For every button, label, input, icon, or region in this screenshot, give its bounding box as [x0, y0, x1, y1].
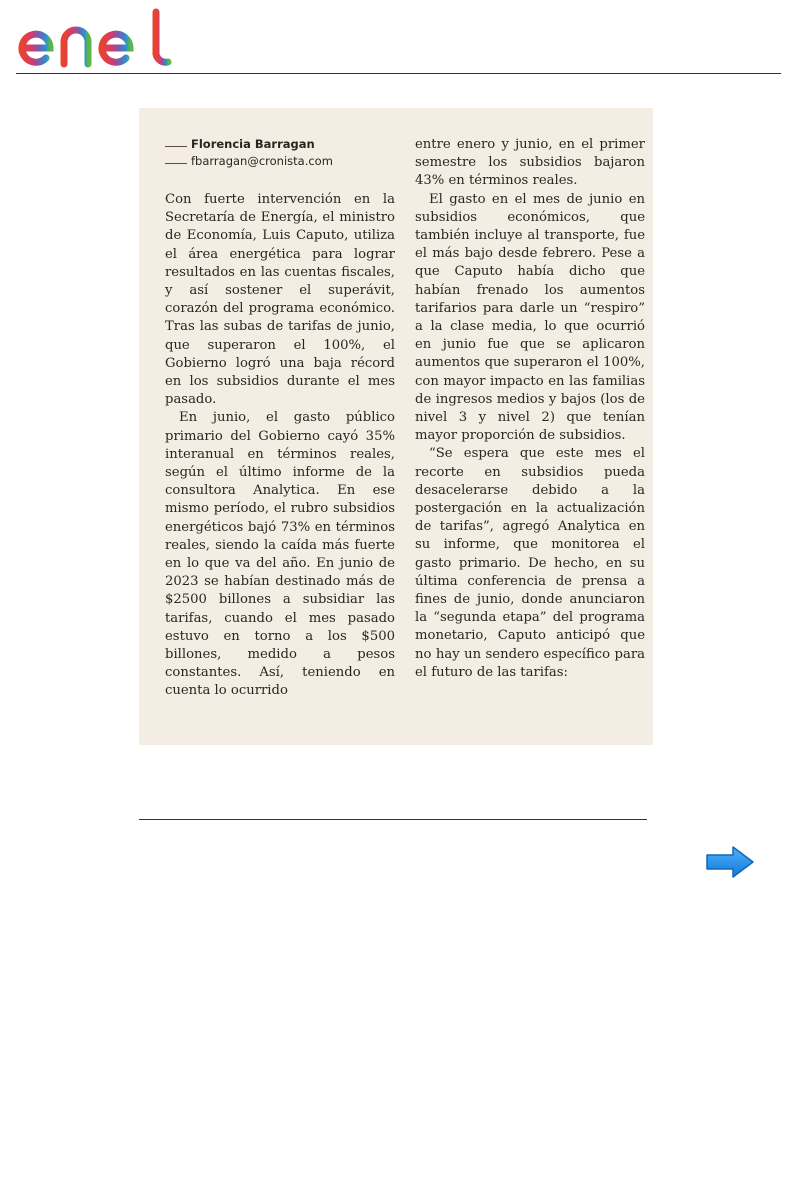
article-paragraph: En junio, el gasto público primario del Gobierno cayó 35% interanual en términos reales, según el último informe de la consultora Analytica. En ese mismo período, el rubro subsidios energéticos bajó 73% en términos reales, siendo la caída más fuerte en lo que va del año. En junio de 2023 se habían destinado más de $2500 billones a subsidiar las tarifas, cuando el mes pasado estuvo en torno a los $500 billones, medido a pesos constantes. Así, teniendo en cuenta lo ocurrido [165, 410, 395, 699]
next-page-button[interactable] [705, 845, 755, 879]
article-paragraph: “Se espera que este mes el recorte en subsidios pueda desacelerarse debido a la postergación en la actualización de tarifas”, agregó Analytica en su informe, que monitorea el gasto primario. De hecho, en su última conferencia de prensa a fines de junio, donde anunciaron la “segunda etapa” del programa monetario, Caputo anticipó que no hay un sendero específico para el futuro de las tarifas: [415, 446, 645, 680]
article-column-left [165, 136, 395, 701]
news-clipping [139, 108, 653, 745]
footer-divider [139, 819, 647, 820]
arrow-right-icon [705, 845, 755, 879]
byline [165, 136, 395, 170]
article-column-right [415, 136, 645, 682]
author-name-line [165, 136, 395, 153]
article-paragraph: Con fuerte intervención en la Secretaría de Energía, el ministro de Economía, Luis Caputo, utiliza el área energética para lograr resultados en las cuentas fiscales, y así sostener el superávit, corazón del programa económico. Tras las subas de tarifas de junio, que superaron el 100%, el Gobierno logró una baja récord en los subsidios durante el mes pasado. [165, 192, 395, 408]
enel-logo [16, 8, 178, 70]
byline-dash [165, 146, 187, 147]
article-paragraph: El gasto en el mes de junio en subsidios económicos, que también incluye al transporte, fue el más bajo desde febrero. Pese a que Caputo había dicho que habían frenado los aumentos tarifarios para darle un “respiro” a la clase media, lo que ocurrió en junio fue que se aplicaron aumentos que superaron el 100%, con mayor impacto en las familias de ingresos medios y bajos (los de nivel 3 y nivel 2) que tenían mayor proporción de subsidios. [415, 191, 645, 444]
header-divider [16, 73, 781, 74]
byline-dash [165, 163, 187, 164]
article-paragraph: entre enero y junio, en el primer semestre los subsidios bajaron 43% en términos reales. [415, 137, 645, 189]
author-email: fbarragan@cronista.com [191, 154, 333, 168]
author-name: Florencia Barragan [191, 137, 315, 151]
author-email-line [165, 153, 395, 170]
